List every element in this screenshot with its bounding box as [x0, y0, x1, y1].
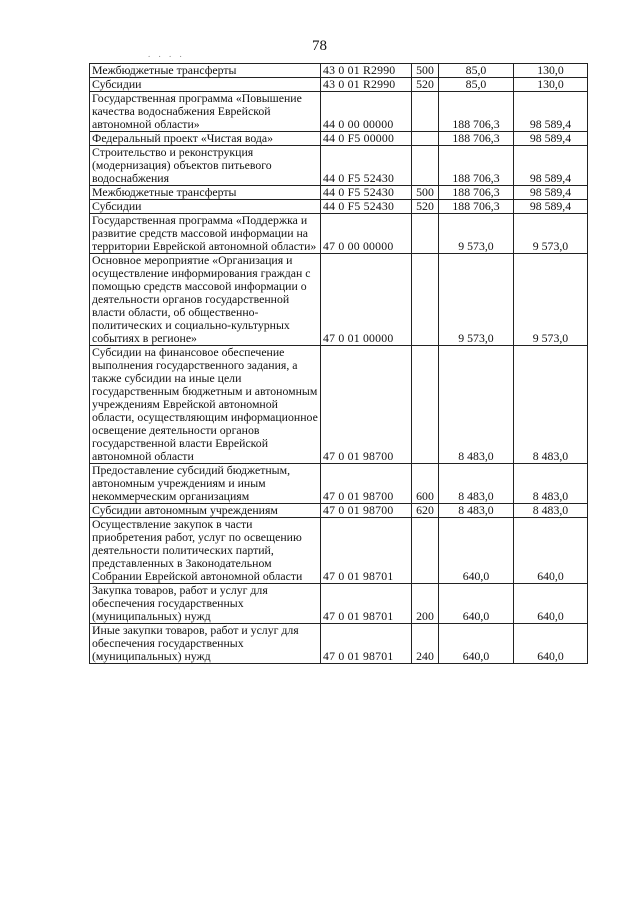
- row-code: 47 0 01 98701: [321, 624, 412, 664]
- row-name: Межбюджетные трансферты: [90, 186, 321, 200]
- table-row: [90, 254, 588, 346]
- row-code: 44 0 00 00000: [321, 92, 412, 132]
- row-name: Субсидии: [90, 78, 321, 92]
- row-sum-year-1: 188 706,3: [439, 146, 514, 186]
- row-sum-year-2: 98 589,4: [514, 186, 588, 200]
- table-row: [90, 78, 588, 92]
- page-number: 78: [312, 38, 327, 54]
- row-name: Строительство и реконструкция (модернизация) объектов питьевого водоснабжения: [90, 146, 321, 186]
- row-expense-type: [412, 132, 439, 146]
- row-sum-year-1: 9 573,0: [439, 214, 514, 254]
- row-expense-type: 520: [412, 78, 439, 92]
- row-name: Иные закупки товаров, работ и услуг для обеспечения государственных (муниципальных) нужд: [90, 624, 321, 664]
- table-row: [90, 186, 588, 200]
- row-code: 44 0 F5 52430: [321, 146, 412, 186]
- row-sum-year-2: 8 483,0: [514, 464, 588, 504]
- row-sum-year-1: 8 483,0: [439, 346, 514, 464]
- row-sum-year-1: 9 573,0: [439, 254, 514, 346]
- row-sum-year-1: 188 706,3: [439, 200, 514, 214]
- row-name: Предоставление субсидий бюджетным, автономным учреждениям и иным некоммерческим организациям: [90, 464, 321, 504]
- row-expense-type: 240: [412, 624, 439, 664]
- row-name: Закупка товаров, работ и услуг для обеспечения государственных (муниципальных) нужд: [90, 584, 321, 624]
- scan-marks: . . . .: [148, 49, 185, 59]
- row-code: 43 0 01 R2990: [321, 64, 412, 78]
- row-name: Межбюджетные трансферты: [90, 64, 321, 78]
- row-expense-type: [412, 92, 439, 132]
- table-row: [90, 200, 588, 214]
- row-code: 47 0 01 98700: [321, 504, 412, 518]
- row-sum-year-1: 188 706,3: [439, 132, 514, 146]
- row-sum-year-2: 130,0: [514, 64, 588, 78]
- row-sum-year-2: 98 589,4: [514, 132, 588, 146]
- row-name: Субсидии автономным учреждениям: [90, 504, 321, 518]
- row-expense-type: 600: [412, 464, 439, 504]
- row-code: 47 0 01 98700: [321, 464, 412, 504]
- table-row: [90, 464, 588, 504]
- row-sum-year-2: 130,0: [514, 78, 588, 92]
- row-expense-type: [412, 518, 439, 584]
- row-sum-year-1: 8 483,0: [439, 464, 514, 504]
- row-name: Государственная программа «Поддержка и развитие средств массовой информации на территории Еврейской автономной области»: [90, 214, 321, 254]
- row-name: Осуществление закупок в части приобретения работ, услуг по освещению деятельности политических партий, представленных в Законодательном Собрании Еврейской автономной области: [90, 518, 321, 584]
- row-sum-year-1: 85,0: [439, 64, 514, 78]
- row-sum-year-2: 640,0: [514, 624, 588, 664]
- table-row: [90, 132, 588, 146]
- row-sum-year-2: 98 589,4: [514, 200, 588, 214]
- budget-table: [89, 63, 588, 664]
- table-row: [90, 146, 588, 186]
- table-row: [90, 346, 588, 464]
- row-sum-year-2: 8 483,0: [514, 346, 588, 464]
- row-expense-type: [412, 254, 439, 346]
- row-sum-year-2: 9 573,0: [514, 254, 588, 346]
- row-sum-year-1: 188 706,3: [439, 186, 514, 200]
- row-sum-year-2: 640,0: [514, 584, 588, 624]
- row-name: Основное мероприятие «Организация и осуществление информирования граждан с помощью средств массовой информации о деятельности органов государственной власти области, об общественно-политических и социально-культурных событиях в регионе»: [90, 254, 321, 346]
- table-row: [90, 92, 588, 132]
- row-expense-type: 500: [412, 186, 439, 200]
- row-sum-year-2: 98 589,4: [514, 146, 588, 186]
- row-sum-year-1: 640,0: [439, 584, 514, 624]
- row-sum-year-2: 98 589,4: [514, 92, 588, 132]
- table-row: [90, 624, 588, 664]
- row-sum-year-1: 8 483,0: [439, 504, 514, 518]
- row-expense-type: 520: [412, 200, 439, 214]
- row-expense-type: [412, 146, 439, 186]
- row-name: Государственная программа «Повышение качества водоснабжения Еврейской автономной области»: [90, 92, 321, 132]
- row-sum-year-1: 188 706,3: [439, 92, 514, 132]
- row-name: Федеральный проект «Чистая вода»: [90, 132, 321, 146]
- row-code: 44 0 F5 00000: [321, 132, 412, 146]
- row-expense-type: 500: [412, 64, 439, 78]
- row-code: 47 0 00 00000: [321, 214, 412, 254]
- row-name: Субсидии на финансовое обеспечение выполнения государственного задания, а также субсидии на иные цели государственным бюджетным и автономным учреждениям Еврейской автономной области, осуществляющим информационное освещение деятельности органов государственной власти Еврейской автономной области: [90, 346, 321, 464]
- table-row: [90, 504, 588, 518]
- row-name: Субсидии: [90, 200, 321, 214]
- table-row: [90, 214, 588, 254]
- row-sum-year-1: 640,0: [439, 624, 514, 664]
- row-expense-type: [412, 214, 439, 254]
- row-code: 47 0 01 98700: [321, 346, 412, 464]
- row-expense-type: 620: [412, 504, 439, 518]
- row-expense-type: 200: [412, 584, 439, 624]
- row-sum-year-2: 640,0: [514, 518, 588, 584]
- row-sum-year-2: 8 483,0: [514, 504, 588, 518]
- row-code: 47 0 01 98701: [321, 518, 412, 584]
- row-code: 47 0 01 98701: [321, 584, 412, 624]
- row-code: 44 0 F5 52430: [321, 186, 412, 200]
- budget-table-body: [90, 64, 588, 664]
- row-code: 47 0 01 00000: [321, 254, 412, 346]
- row-sum-year-2: 9 573,0: [514, 214, 588, 254]
- row-sum-year-1: 85,0: [439, 78, 514, 92]
- table-row: [90, 518, 588, 584]
- table-row: [90, 64, 588, 78]
- table-row: [90, 584, 588, 624]
- row-code: 43 0 01 R2990: [321, 78, 412, 92]
- row-expense-type: [412, 346, 439, 464]
- row-code: 44 0 F5 52430: [321, 200, 412, 214]
- row-sum-year-1: 640,0: [439, 518, 514, 584]
